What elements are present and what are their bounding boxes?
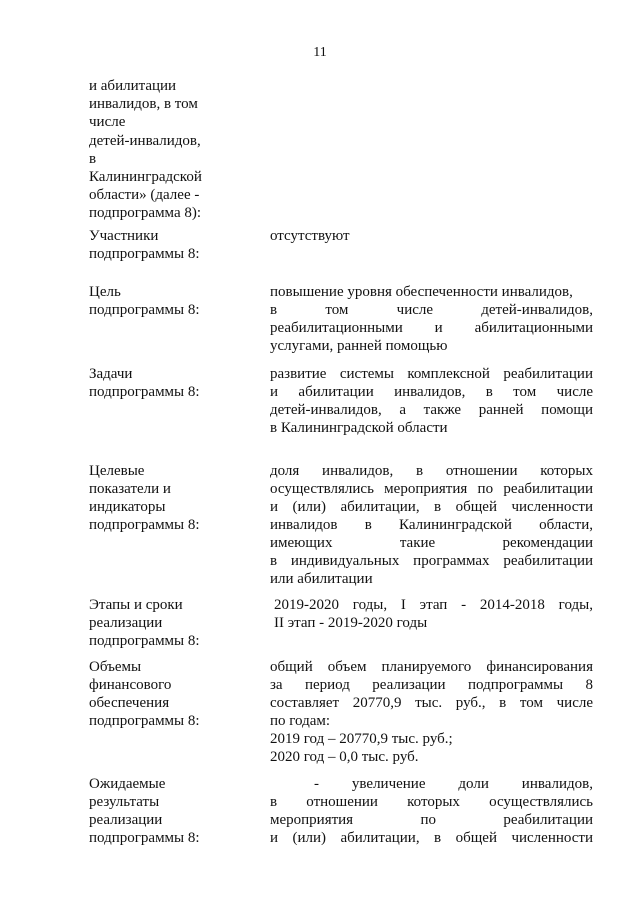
value-line: составляет 20770,9 тыс. руб., в том числе xyxy=(270,695,593,711)
value-line: 2019 год – 20770,9 тыс. руб.; xyxy=(270,731,453,747)
value-line: за период реализации подпрограммы 8 xyxy=(270,677,593,693)
label-line: подпрограммы 8: xyxy=(89,246,200,262)
label-line: подпрограммы 8: xyxy=(89,830,200,846)
row-value xyxy=(270,658,593,766)
label-line: Ожидаемые xyxy=(89,776,166,792)
value-line: или абилитации xyxy=(270,571,373,587)
value-line: развитие системы комплексной реабилитации xyxy=(270,366,593,382)
row-value xyxy=(270,462,593,588)
label-line: числе xyxy=(89,114,126,131)
label-line: инвалидов, в том xyxy=(89,96,198,113)
value-line: 2020 год – 0,0 тыс. руб. xyxy=(270,749,419,765)
label-line: подпрограммы 8: xyxy=(89,302,200,318)
label-line: Задачи xyxy=(89,366,133,382)
row-label xyxy=(89,462,239,534)
label-line: финансового xyxy=(89,677,172,693)
value-line: мероприятия по реабилитации xyxy=(270,812,593,828)
row-label xyxy=(89,283,239,319)
value-line: реабилитационными и абилитационными xyxy=(270,320,593,336)
label-line: подпрограммы 8: xyxy=(89,384,200,400)
row-value xyxy=(270,365,593,437)
row-value xyxy=(274,596,593,632)
row-value xyxy=(270,775,593,847)
value-line: детей-инвалидов, а также ранней помощи xyxy=(270,402,593,418)
label-line: подпрограммы 8: xyxy=(89,713,200,729)
label-line: в xyxy=(89,150,97,167)
value-line: инвалидов в Калининградской области, xyxy=(270,517,593,533)
value-line: и абилитации инвалидов, в том числе xyxy=(270,384,593,400)
label-line: и абилитации xyxy=(89,78,177,94)
value-line: II этап - 2019-2020 годы xyxy=(274,615,428,631)
label-line: области» (далее - xyxy=(89,187,200,204)
label-line: Цель xyxy=(89,284,121,300)
value-line: имеющих такие рекомендации xyxy=(270,535,593,551)
value-line: услугами, ранней помощью xyxy=(270,338,448,354)
row-value xyxy=(270,283,593,355)
value-line: осуществлялись мероприятия по реабилитации xyxy=(270,481,593,497)
row-label xyxy=(89,775,239,847)
label-line: Калининградской xyxy=(89,169,202,186)
label-line: реализации xyxy=(89,615,163,631)
value-line: в Калининградской области xyxy=(270,420,448,436)
label-line: детей-инвалидов, xyxy=(89,132,201,149)
row-label xyxy=(89,77,239,223)
value-line: в том числе детей-инвалидов, xyxy=(270,302,593,318)
value-line: общий объем планируемого финансирования xyxy=(270,659,593,675)
label-line: Целевые xyxy=(89,463,145,479)
label-line: Этапы и сроки xyxy=(89,597,183,613)
label-line: Участники xyxy=(89,228,159,244)
label-line: Объемы xyxy=(89,659,142,675)
value-line: отсутствуют xyxy=(270,228,350,244)
row-value xyxy=(270,227,593,245)
label-line: индикаторы xyxy=(89,499,166,515)
value-line: в индивидуальных программах реабилитации xyxy=(270,553,593,569)
label-line: подпрограмма 8): xyxy=(89,205,202,222)
label-line: показатели и xyxy=(89,481,171,497)
label-line: реализации xyxy=(89,812,163,828)
value-line: в отношении которых осуществлялись xyxy=(270,794,593,810)
row-label xyxy=(89,596,239,650)
label-line: результаты xyxy=(89,794,160,810)
value-line: повышение уровня обеспеченности инвалидов, xyxy=(270,284,573,300)
label-line: обеспечения xyxy=(89,695,170,711)
value-line: и (или) абилитации, в общей численности xyxy=(270,830,593,846)
page-number: 11 xyxy=(313,45,327,60)
row-label xyxy=(89,227,239,263)
label-line: подпрограммы 8: xyxy=(89,633,200,649)
value-line: - увеличение доли инвалидов, xyxy=(314,776,593,792)
value-line: и (или) абилитации, в общей численности xyxy=(270,499,593,515)
row-label xyxy=(89,365,239,401)
label-line: подпрограммы 8: xyxy=(89,517,200,533)
row-label xyxy=(89,658,239,730)
value-line: по годам: xyxy=(270,713,331,729)
value-line: доля инвалидов, в отношении которых xyxy=(270,463,593,479)
value-line: 2019-2020 годы, I этап - 2014-2018 годы, xyxy=(274,597,593,613)
